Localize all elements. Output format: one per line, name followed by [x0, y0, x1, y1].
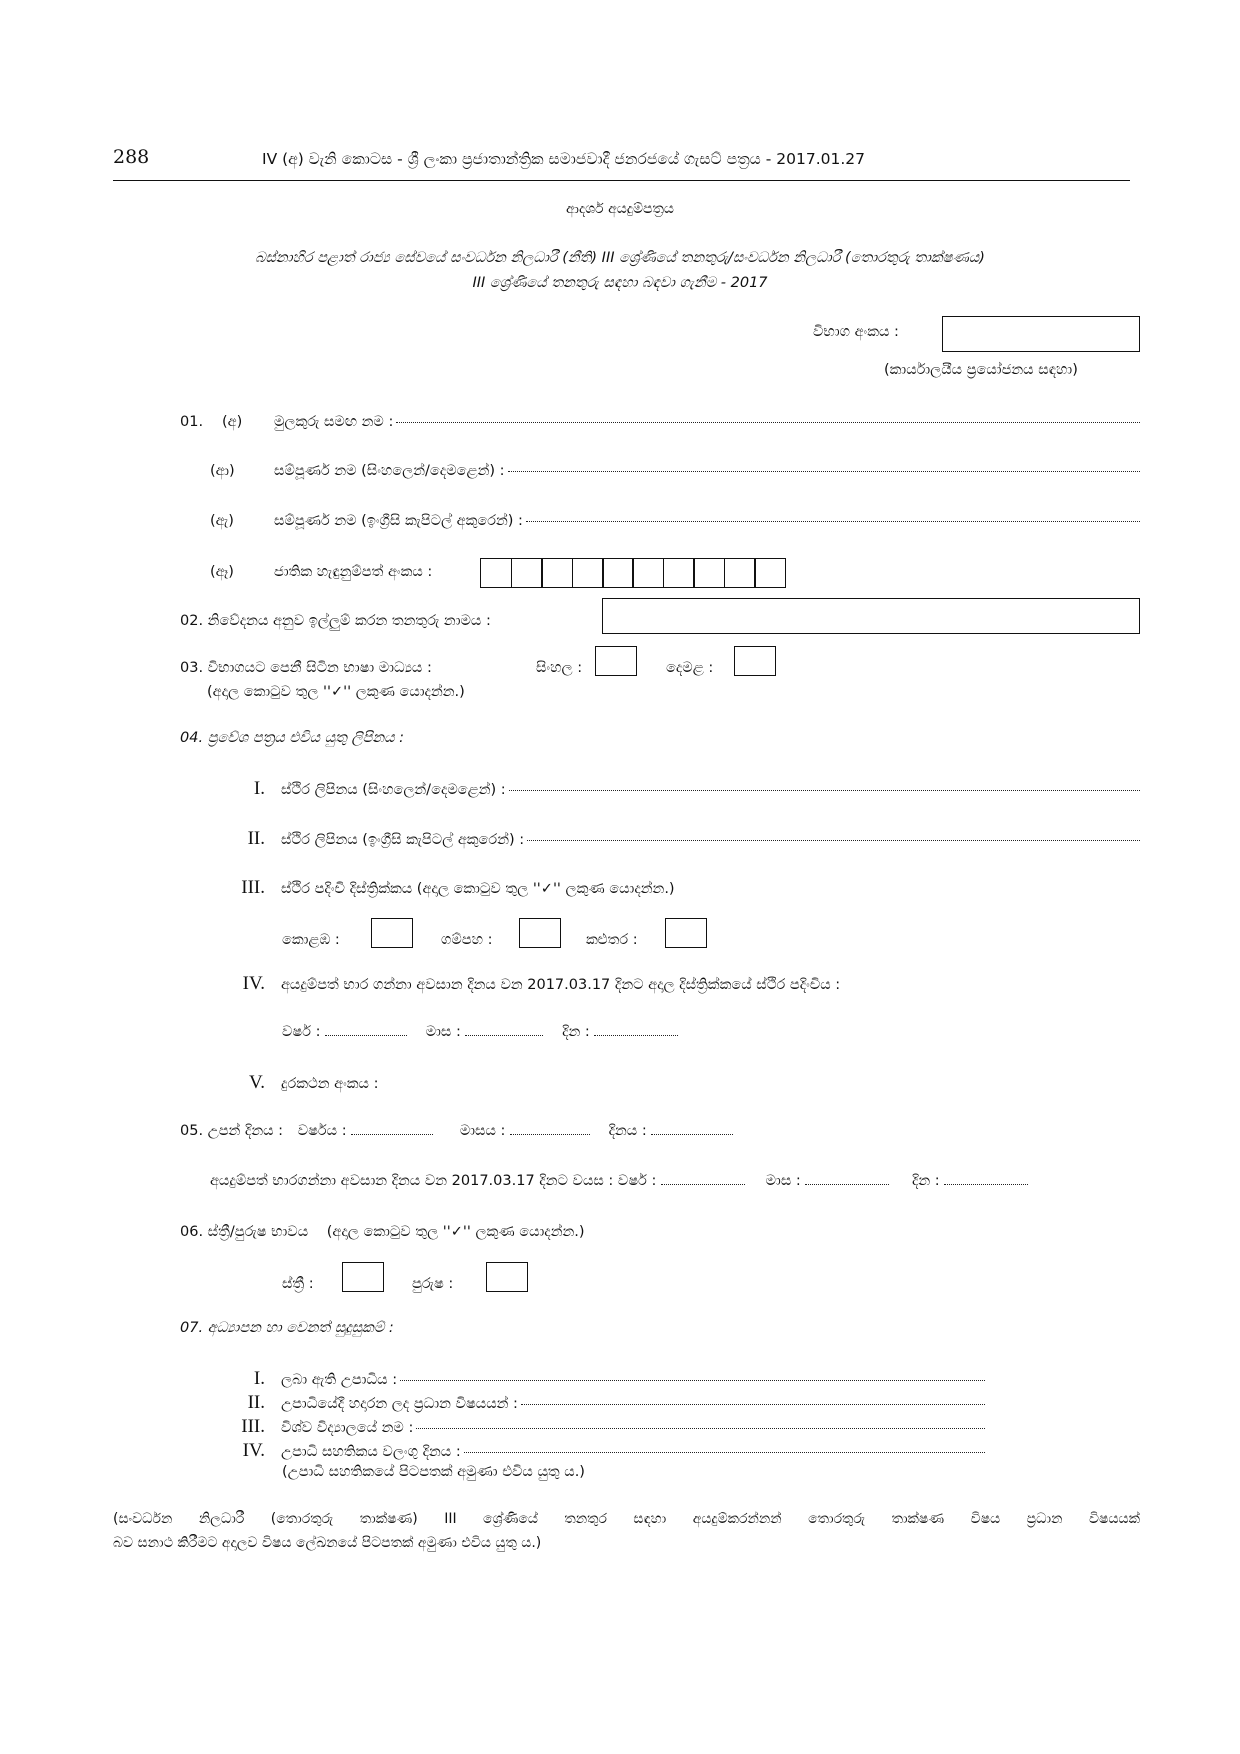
- gampaha-checkbox[interactable]: [519, 918, 561, 948]
- certificate-valid-date-field[interactable]: [464, 1451, 985, 1453]
- main-subjects-field[interactable]: [521, 1403, 985, 1405]
- q6-row: [180, 1224, 585, 1240]
- birth-year-label: වර්ෂය :: [297, 1123, 347, 1139]
- permanent-address-english-field[interactable]: [527, 839, 1140, 841]
- q7-iii-label: විශ්ව විද්‍යාලයේ නම :: [281, 1420, 414, 1436]
- office-use-note: (කාර්යාලයීය ප්‍රයෝජනය සඳහා): [884, 362, 1078, 378]
- female-checkbox[interactable]: [342, 1262, 384, 1292]
- q7-iii-row: [225, 1416, 985, 1438]
- q4-label: 04. ප්‍රවේශ පත්‍රය එවිය යුතු ලිපිනය :: [180, 730, 405, 746]
- q7-i-label: ලබා ඇති උපාධිය :: [281, 1372, 398, 1388]
- exam-number-box[interactable]: [942, 316, 1140, 352]
- q7-ii-number: II.: [247, 1392, 265, 1413]
- age-label: අයදුම්පත් භාරගන්නා අවසාන දිනය වන 2017.03.17 දිනට වයස : වර්ෂ :: [210, 1173, 657, 1189]
- nic-digit-box[interactable]: [754, 558, 786, 588]
- q1-ad-label: ජාතික හැඳුනුම්පත් අංකය :: [274, 564, 433, 580]
- page-number: 288: [113, 146, 150, 168]
- q1-ae-row: [210, 513, 1140, 529]
- nic-digit-box[interactable]: [724, 558, 756, 588]
- q7-iv-note: (උපාධි සහතිකයේ පිටපතක් අමුණා එවිය යුතු ය.): [282, 1464, 585, 1480]
- form-subtitle-line1: බස්නාහිර පළාත් රාජ්‍ය සේවයේ සංවර්ධන නිලධාරී (නීති) III ශ්‍රේණියේ තනතුරු/සංවර්ධන නිලධාරී (තොරතුරු තාක්ෂණය): [255, 250, 985, 266]
- exam-number-label: විභාග අංකය :: [813, 324, 899, 340]
- degree-field[interactable]: [400, 1379, 985, 1381]
- kalutara-label: කළුතර :: [586, 932, 638, 948]
- residence-month-field[interactable]: [465, 1023, 543, 1036]
- q7-ii-label: උපාධියේදී හදාරන ලද ප්‍රධාන විෂයයන් :: [281, 1396, 518, 1412]
- nic-digit-box[interactable]: [572, 558, 604, 588]
- q1-a-label: මුලකුරු සමඟ නම :: [274, 414, 394, 430]
- nic-number-boxes[interactable]: [482, 558, 786, 588]
- q5-label: 05. උපන් දිනය :: [180, 1123, 284, 1139]
- age-month-field[interactable]: [805, 1172, 889, 1185]
- q6-label: 06. ස්ත්‍රී/පුරුෂ භාවය: [180, 1224, 309, 1240]
- q7-iv-number: IV.: [242, 1440, 265, 1461]
- birth-day-field[interactable]: [651, 1122, 733, 1135]
- birth-year-field[interactable]: [351, 1122, 433, 1135]
- residence-day-label: දින :: [562, 1024, 590, 1040]
- nic-digit-box[interactable]: [541, 558, 573, 588]
- age-year-field[interactable]: [661, 1172, 745, 1185]
- male-checkbox[interactable]: [486, 1262, 528, 1292]
- q3-label: 03. විභාගයට පෙනී සිටින භාෂා මාධ්‍යය :: [180, 660, 432, 676]
- nic-digit-box[interactable]: [663, 558, 695, 588]
- q6-note: (අදාල කොටුව තුල ''✓'' ලකුණ යොදන්න.): [326, 1224, 585, 1240]
- q4-i-number: I.: [253, 778, 265, 799]
- q7-i-row: [225, 1368, 985, 1390]
- q4-v-label: දුරකථන අංකය :: [281, 1076, 379, 1092]
- nic-digit-box[interactable]: [511, 558, 543, 588]
- q7-iii-number: III.: [241, 1416, 265, 1437]
- residence-year-label: වර්ෂ :: [282, 1024, 321, 1040]
- nic-digit-box[interactable]: [602, 558, 634, 588]
- q2-label: 02. නිවේදනය අනුව ඉල්ලුම් කරන තනතුරු නාමය :: [180, 613, 491, 629]
- residence-date-row: [282, 1023, 678, 1040]
- q1-a-marker: (අ): [222, 414, 243, 430]
- q7-i-number: I.: [253, 1368, 265, 1389]
- post-name-box[interactable]: [602, 598, 1140, 634]
- q4-iii-label: ස්ථිර පදිංචි දිස්ත්‍රික්කය (අදාල කොටුව තුල ''✓'' ලකුණ යොදන්න.): [281, 881, 675, 897]
- residence-year-field[interactable]: [325, 1023, 407, 1036]
- q4-i-label: ස්ථිර ලිපිනය (සිංහලෙන්/දෙමළෙන්) :: [281, 782, 506, 798]
- q4-iv-number: IV.: [242, 973, 265, 994]
- footnote-line2: බව සනාථ කිරීමට අදාලව විෂය ලේඛනයේ පිටපතක් අමුණා එවිය යුතු ය.): [113, 1535, 542, 1551]
- q4-iv-row: [225, 973, 1140, 995]
- q4-v-row: [225, 1072, 1140, 1094]
- male-label: පුරුෂ :: [412, 1276, 454, 1292]
- age-day-field[interactable]: [944, 1172, 1028, 1185]
- birth-day-label: දිනය :: [608, 1123, 647, 1139]
- q1-number: 01.: [180, 414, 204, 430]
- running-title: IV (අ) වැනි කොටස - ශ්‍රී ලංකා ප්‍රජාතාන්ත්‍රික සමාජවාදී ජනරජයේ ගැසට් පත්‍රය - 2017.01.27: [262, 150, 866, 168]
- age-day-label: දින :: [911, 1173, 940, 1189]
- female-label: ස්ත්‍රී :: [282, 1276, 314, 1292]
- birth-month-label: මාසය :: [459, 1123, 506, 1139]
- q4-iii-number: III.: [241, 877, 265, 898]
- q1-aa-marker: (ආ): [210, 463, 235, 479]
- age-month-label: මාස :: [765, 1173, 801, 1189]
- form-heading: ආදර්ශ අයදුම්පත්‍රය: [566, 201, 674, 217]
- colombo-label: කොළඹ :: [282, 932, 340, 948]
- q3-tamil-label: දෙමළ :: [666, 660, 714, 676]
- q1-ae-label: සම්පූර්ණ නම (ඉංග්‍රීසි කැපිටල් අකුරෙන්) :: [274, 513, 523, 529]
- age-row: [210, 1172, 1028, 1189]
- birth-month-field[interactable]: [510, 1122, 590, 1135]
- q4-ii-label: ස්ථිර ලිපිනය (ඉංග්‍රීසි කැපිටල් අකුරෙන්) :: [281, 832, 525, 848]
- form-subtitle-line2: III ශ්‍රේණියේ තනතුරු සඳහා බඳවා ගැනීම - 2017: [472, 275, 768, 291]
- q7-ii-row: [225, 1392, 985, 1414]
- residence-month-label: මාස :: [425, 1024, 461, 1040]
- q3-sinhala-label: සිංහල :: [536, 660, 583, 676]
- header-rule: [113, 180, 1130, 181]
- birthdate-row: [180, 1122, 733, 1139]
- q1-ad-marker: (ඈ): [210, 564, 234, 580]
- colombo-checkbox[interactable]: [371, 918, 413, 948]
- q1-a-row: [180, 414, 1140, 430]
- q1-ae-marker: (ඇ): [210, 513, 234, 529]
- permanent-address-sinhala-field[interactable]: [509, 789, 1140, 791]
- nic-digit-box[interactable]: [693, 558, 725, 588]
- residence-day-field[interactable]: [594, 1023, 678, 1036]
- university-name-field[interactable]: [416, 1427, 985, 1429]
- q1-aa-label: සම්පූර්ණ නම (සිංහලෙන්/දෙමළෙන්) :: [274, 463, 505, 479]
- tamil-medium-checkbox[interactable]: [734, 646, 776, 676]
- q4-iii-row: [225, 877, 1140, 899]
- q7-label: 07. අධ්‍යාපන හා වෙනත් සුදුසුකම් :: [180, 1320, 394, 1336]
- q7-iv-label: උපාධි සහතිකය වලංගු දිනය :: [281, 1444, 461, 1460]
- sinhala-medium-checkbox[interactable]: [595, 646, 637, 676]
- q7-iv-row: [225, 1440, 985, 1462]
- q3-note: (අදාල කොටුව තුල ''✓'' ලකුණ යොදන්න.): [207, 684, 465, 700]
- q4-iv-label: අයදුම්පත් භාර ගන්නා අවසාන දිනය වන 2017.03.17 දිනට අදාල දිස්ත්‍රික්කයේ ස්ථිර පදිංචිය :: [281, 977, 841, 993]
- nic-digit-box[interactable]: [632, 558, 664, 588]
- initials-name-field[interactable]: [396, 421, 1140, 423]
- q4-i-row: [225, 778, 1140, 800]
- q1-aa-row: [210, 463, 1140, 479]
- nic-digit-box[interactable]: [480, 558, 512, 588]
- gampaha-label: ගම්පහ :: [441, 932, 493, 948]
- footnote-line1: (සංවර්ධන නිලධාරී (තොරතුරු තාක්ෂණ) III ශ්‍රේණියේ තනතුර සඳහා අයදුම්කරන්නන් තොරතුරු තාක්ෂණ විෂය ප්‍රධාන විෂයයක්: [113, 1511, 1140, 1527]
- full-name-english-field[interactable]: [526, 520, 1140, 522]
- full-name-sinhala-tamil-field[interactable]: [508, 470, 1140, 472]
- q4-ii-row: [225, 828, 1140, 850]
- q4-v-number: V.: [248, 1072, 265, 1093]
- kalutara-checkbox[interactable]: [665, 918, 707, 948]
- q4-ii-number: II.: [247, 828, 265, 849]
